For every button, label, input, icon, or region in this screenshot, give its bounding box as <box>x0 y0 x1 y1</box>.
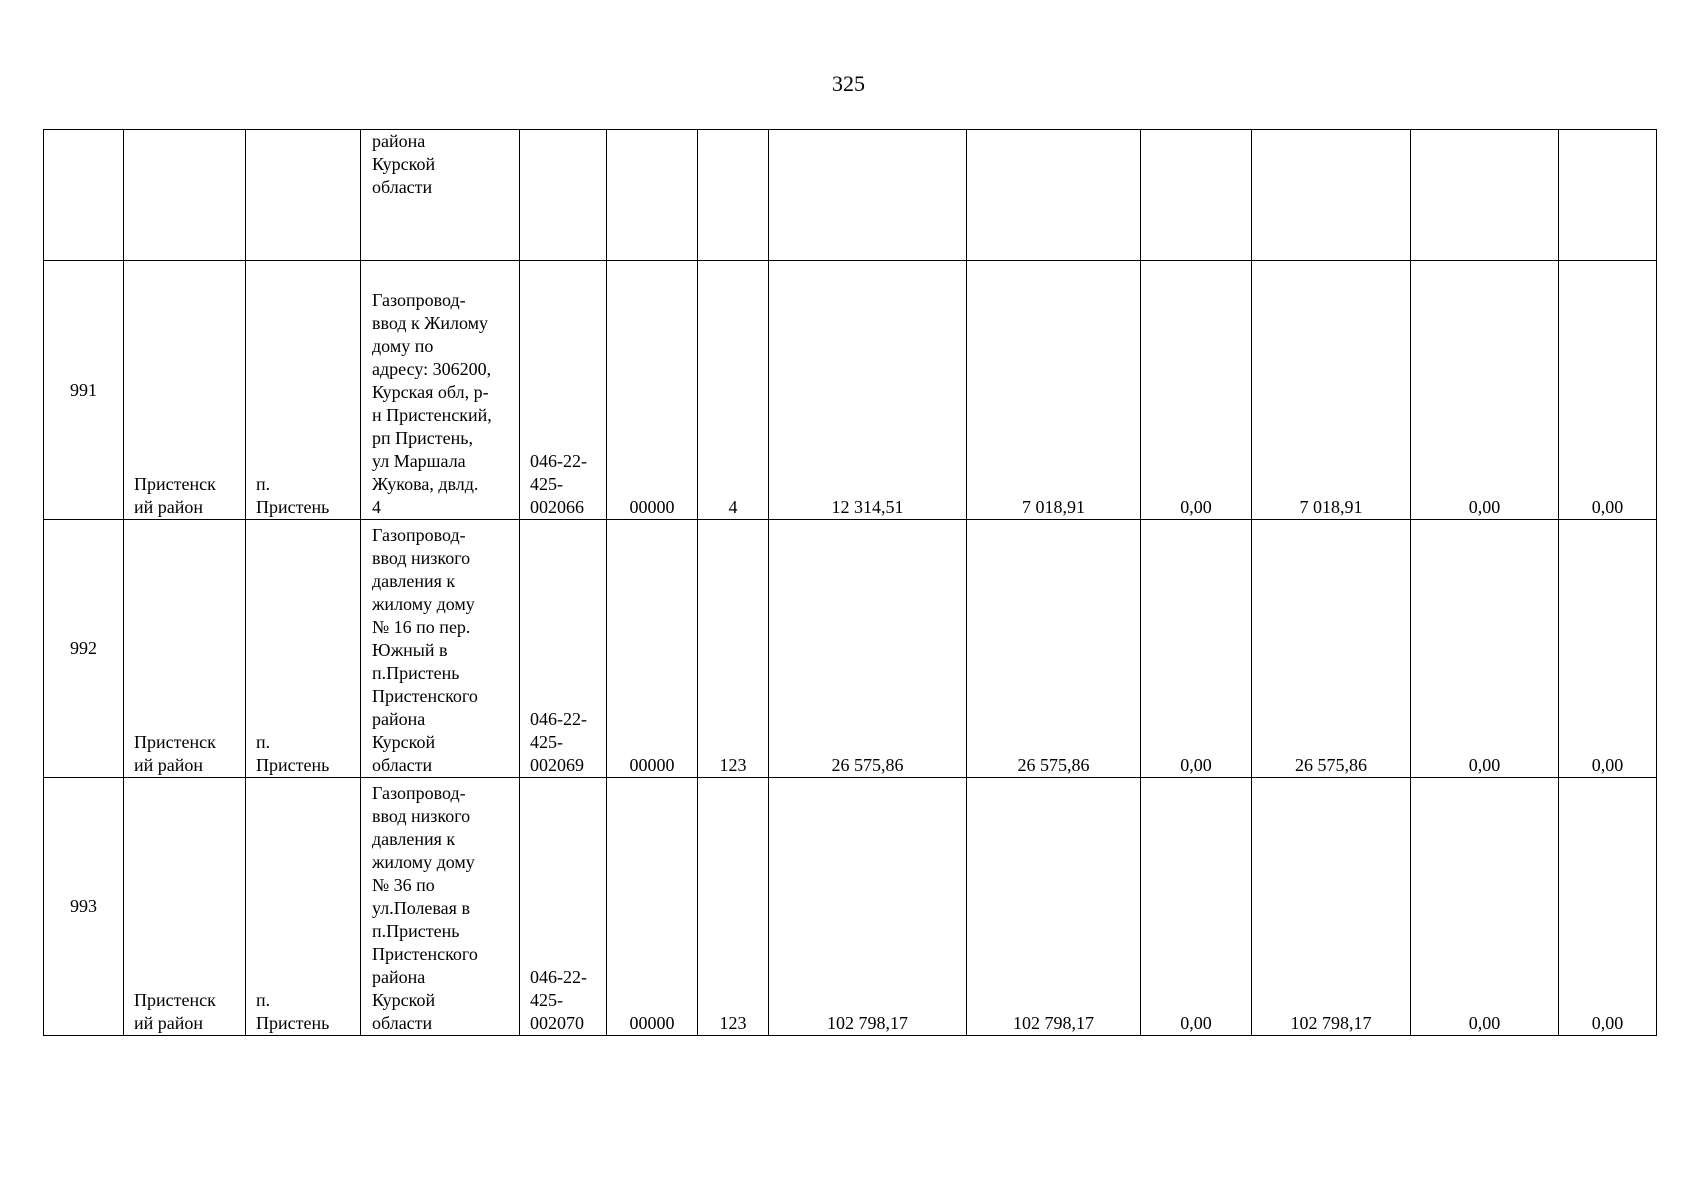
cell-col11: 102 798,17 <box>1252 778 1411 1036</box>
cell-col7 <box>698 130 769 261</box>
cell-district: Пристенск ий район <box>124 261 246 520</box>
cell-col13: 0,00 <box>1559 261 1657 520</box>
cell-col11 <box>1252 130 1411 261</box>
cell-settlement <box>246 130 361 261</box>
cell-num: 992 <box>44 520 124 778</box>
cell-col6: 00000 <box>607 261 698 520</box>
cell-district: Пристенск ий район <box>124 520 246 778</box>
cell-col9: 26 575,86 <box>967 520 1141 778</box>
cell-code <box>520 130 607 261</box>
cell-description: Газопровод- ввод к Жилому дому по адресу: 306200, Курская обл, р- н Пристенский, рп Пристень, ул Маршала Жукова, двлд. 4 <box>361 261 520 520</box>
cell-col8: 12 314,51 <box>769 261 967 520</box>
cell-col9: 7 018,91 <box>967 261 1141 520</box>
cell-col13: 0,00 <box>1559 520 1657 778</box>
cell-col13 <box>1559 130 1657 261</box>
cell-col12: 0,00 <box>1411 778 1559 1036</box>
cell-code: 046-22- 425- 002066 <box>520 261 607 520</box>
cell-district <box>124 130 246 261</box>
cell-col13: 0,00 <box>1559 778 1657 1036</box>
cell-num: 991 <box>44 261 124 520</box>
cell-code: 046-22- 425- 002070 <box>520 778 607 1036</box>
cell-col7: 4 <box>698 261 769 520</box>
registry-table <box>43 129 1657 1036</box>
table-row <box>44 261 1657 520</box>
page-number: 325 <box>832 71 865 96</box>
cell-settlement: п. Пристень <box>246 778 361 1036</box>
cell-col12: 0,00 <box>1411 261 1559 520</box>
cell-col6 <box>607 130 698 261</box>
cell-description: района Курской области <box>361 130 520 261</box>
cell-col8: 102 798,17 <box>769 778 967 1036</box>
cell-code: 046-22- 425- 002069 <box>520 520 607 778</box>
cell-col9: 102 798,17 <box>967 778 1141 1036</box>
cell-description: Газопровод- ввод низкого давления к жилому дому № 16 по пер. Южный в п.Пристень Пристенского района Курской области <box>361 520 520 778</box>
cell-col10: 0,00 <box>1141 778 1252 1036</box>
cell-district: Пристенск ий район <box>124 778 246 1036</box>
cell-col11: 7 018,91 <box>1252 261 1411 520</box>
cell-col12 <box>1411 130 1559 261</box>
cell-col8: 26 575,86 <box>769 520 967 778</box>
cell-num: 993 <box>44 778 124 1036</box>
cell-col10: 0,00 <box>1141 520 1252 778</box>
table-row <box>44 520 1657 778</box>
cell-col10: 0,00 <box>1141 261 1252 520</box>
cell-settlement: п. Пристень <box>246 520 361 778</box>
cell-num <box>44 130 124 261</box>
table-row <box>44 778 1657 1036</box>
cell-col6: 00000 <box>607 520 698 778</box>
cell-col10 <box>1141 130 1252 261</box>
cell-col8 <box>769 130 967 261</box>
cell-col7: 123 <box>698 778 769 1036</box>
cell-col6: 00000 <box>607 778 698 1036</box>
cell-col7: 123 <box>698 520 769 778</box>
cell-description: Газопровод- ввод низкого давления к жилому дому № 36 по ул.Полевая в п.Пристень Пристенского района Курской области <box>361 778 520 1036</box>
table-row-continuation <box>44 130 1657 261</box>
cell-settlement: п. Пристень <box>246 261 361 520</box>
cell-col9 <box>967 130 1141 261</box>
cell-col12: 0,00 <box>1411 520 1559 778</box>
cell-col11: 26 575,86 <box>1252 520 1411 778</box>
